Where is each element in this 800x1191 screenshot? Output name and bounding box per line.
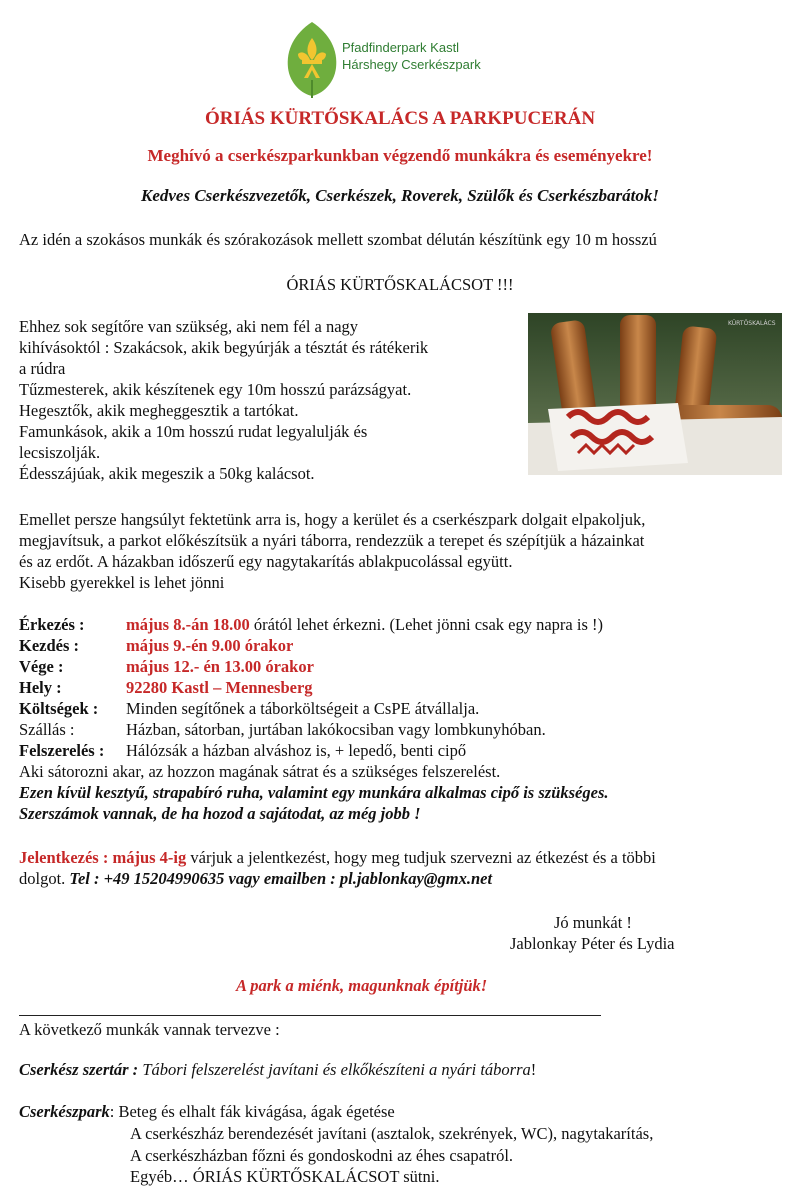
also-line-1: Emellet persze hangsúlyt fektetünk arra is, hogy a kerület és a cserkészpark dolgait elpakoljuk, xyxy=(19,510,646,529)
park-line-3: A cserkészházban főzni és gondoskodni az éhes csapatról. xyxy=(130,1146,514,1165)
place-label: Hely : xyxy=(19,678,62,697)
helpers-line-6: Famunkások, akik a 10m hosszú rudat legyalulják és xyxy=(19,422,368,441)
gear-label: Felszerelés : xyxy=(19,741,105,760)
cost-value: Minden segítőnek a táborköltségeit a CsPE átvállalja. xyxy=(126,699,480,718)
registration-line-1 xyxy=(19,847,656,868)
park-logo xyxy=(284,20,524,100)
plans-intro: A következő munkák vannak tervezve : xyxy=(19,1020,280,1039)
start-label: Kezdés : xyxy=(19,636,80,655)
end-label: Vége : xyxy=(19,657,64,676)
also-line-3: és az erdőt. A házakban időszerű egy nagytakarítás ablakpucolással együtt. xyxy=(19,552,513,571)
tent-note: Aki sátorozni akar, az hozzon magának sátrat és a szükséges felszerelést. xyxy=(19,762,501,781)
contact-info: Tel : +49 15204990635 vagy emailben : pl.jablonkay@gmx.net xyxy=(69,869,493,888)
registration-text: várjuk a jelentkezést, hogy meg tudjuk szervezni az étkezést és a többi xyxy=(186,848,656,867)
arrival-label: Érkezés : xyxy=(19,615,85,634)
leaf-lily-icon xyxy=(284,20,340,100)
intro-text: Az idén a szokásos munkák és szórakozások mellett szombat délután készítünk egy 10 m hosszú xyxy=(19,230,657,249)
helpers-line-2: kihívásoktól : Szakácsok, akik begyúrják a tésztát és rátékerik xyxy=(19,338,429,357)
storage-text: Tábori felszerelést javítani és elkőkészíteni a nyári táborra xyxy=(138,1060,531,1079)
park-line-2: A cserkészház berendezését javítani (asztalok, szekrények, WC), nagytakarítás, xyxy=(130,1124,654,1143)
arrival-row xyxy=(126,614,603,635)
park-line-4: Egyéb… ÓRIÁS KÜRTŐSKALÁCSOT sütni. xyxy=(130,1167,440,1186)
also-line-2: megjavítsuk, a parkot előkészítsük a nyári táborra, rendezzük a terepet és szépítjük a házainkat xyxy=(19,531,645,550)
page-title: ÓRIÁS KÜRTŐSKALÁCS A PARKPUCERÁN xyxy=(204,108,596,129)
place-value: 92280 Kastl – Mennesberg xyxy=(126,678,313,697)
logo-line-1: Pfadfinderpark Kastl xyxy=(342,40,460,55)
lodging-value: Házban, sátorban, jurtában lakókocsiban vagy lombkunyhóban. xyxy=(126,720,546,739)
divider xyxy=(19,1015,601,1016)
registration-line2-start: dolgot. xyxy=(19,869,70,888)
storage-end: ! xyxy=(530,1060,537,1079)
photo-label: KÜRTŐSKALÁCS xyxy=(728,320,776,327)
kurtoskalacs-photo xyxy=(528,313,782,475)
park-line-1: : Beteg és elhalt fák kivágása, ágak égetése xyxy=(109,1102,395,1121)
lodging-label: Szállás : xyxy=(19,720,75,739)
also-line-4: Kisebb gyerekkel is lehet jönni xyxy=(19,573,225,592)
park-label: Cserkészpark xyxy=(19,1102,110,1121)
start-value: május 9.-én 9.00 órakor xyxy=(126,636,294,655)
helpers-line-4: Tűzmesterek, akik készítenek egy 10m hosszú parázságyat. xyxy=(19,380,412,399)
helpers-line-7: lecsiszolják. xyxy=(19,443,101,462)
greeting: Kedves Cserkészvezetők, Cserkészek, Roverek, Szülők és Cserkészbarátok! xyxy=(141,186,659,205)
gear-value: Hálózsák a házban alváshoz is, + lepedő, benti cipő xyxy=(126,741,467,760)
helpers-line-3: a rúdra xyxy=(19,359,66,378)
page-subtitle: Meghívó a cserkészparkunkban végzendő munkákra és eseményekre! xyxy=(147,146,653,165)
registration-line-2 xyxy=(19,868,492,889)
signoff-line-1: Jó munkát ! xyxy=(554,913,632,932)
motto: A park a miénk, magunknak építjük! xyxy=(236,976,488,995)
signoff-line-2: Jablonkay Péter és Lydia xyxy=(510,934,675,953)
helpers-line-8: Édesszájúak, akik megeszik a 50kg kalácsot. xyxy=(19,464,315,483)
end-value: május 12.- én 13.00 órakor xyxy=(126,657,314,676)
helpers-line-1: Ehhez sok segítőre van szükség, aki nem fél a nagy xyxy=(19,317,359,336)
arrival-value: május 8.-án 18.00 xyxy=(126,615,250,634)
arrival-rest: órától lehet érkezni. (Lehet jönni csak egy napra is !) xyxy=(249,615,603,634)
gloves-note: Ezen kívül kesztyű, strapabíró ruha, valamint egy munkára alkalmas cipő is szükséges. xyxy=(19,783,609,802)
tools-note: Szerszámok vannak, de ha hozod a sajátodat, az még jobb ! xyxy=(19,804,421,823)
headline: ÓRIÁS KÜRTŐSKALÁCSOT !!! xyxy=(286,275,514,294)
helpers-line-5: Hegesztők, akik megheggesztik a tartókat. xyxy=(19,401,299,420)
storage-row xyxy=(19,1059,536,1080)
logo-line-2: Hárshegy Cserkészpark xyxy=(342,57,481,72)
registration-label: Jelentkezés : május 4-ig xyxy=(19,848,187,867)
cost-label: Költségek : xyxy=(19,699,99,718)
park-row xyxy=(19,1101,395,1122)
storage-label: Cserkész szertár : xyxy=(19,1060,139,1079)
